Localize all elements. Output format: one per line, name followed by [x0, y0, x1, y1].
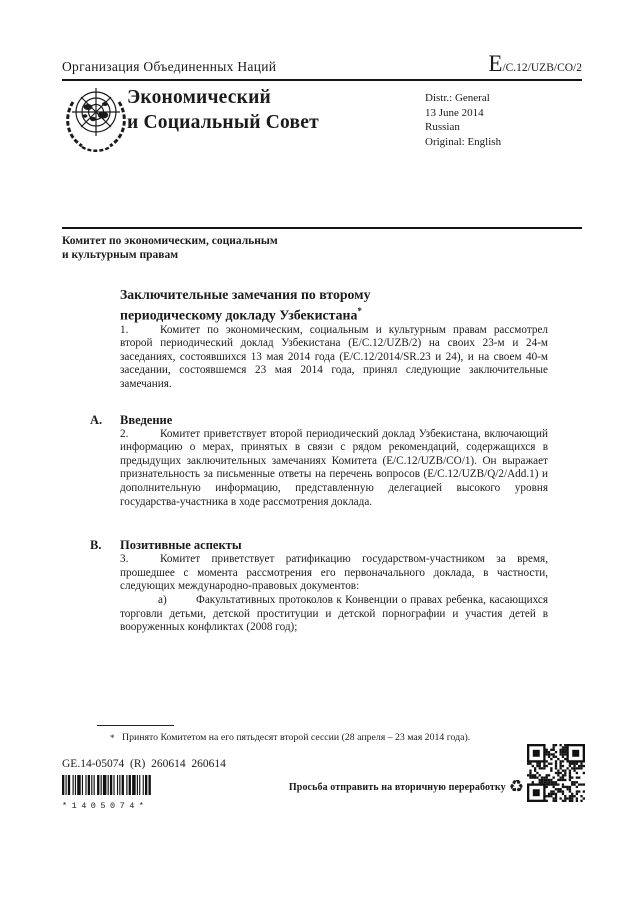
qr-code-icon	[527, 744, 585, 802]
document-symbol	[488, 51, 582, 76]
section-letter: B.	[90, 538, 102, 553]
document-title	[120, 286, 455, 324]
paragraph-2	[120, 428, 548, 510]
paragraph-3	[120, 553, 548, 594]
language-line: Russian	[425, 121, 460, 133]
list-item-a	[120, 594, 548, 635]
barcode-icon	[62, 775, 152, 795]
barcode	[62, 775, 152, 811]
recycle-text: Просьба отправить на вторичную переработку	[288, 782, 506, 793]
distr-line: Distr.: General	[425, 92, 490, 104]
recycle-note	[280, 779, 524, 796]
original-language-line: Original: English	[425, 135, 502, 148]
distribution-block	[425, 91, 501, 149]
section-title: Введение	[120, 412, 173, 427]
paragraph-text: Комитет по экономическим, социальным и культурным правам рассмотрел второй периодический доклад Узбекистана (E/C.12/UZB/2) на своих 23-м и 24-м заседаниях, состоявшихся 13 мая 2014 года (E/C.12/2014/SR.23 и 24), и на своем 40-м заседании, состоявшемся 23 мая 2014 года, принял следующие заключительные замечания.	[120, 323, 548, 390]
document-symbol-suffix: /C.12/UZB/CO/2	[502, 62, 582, 74]
council-title-line2: и Социальный Совет	[127, 112, 319, 133]
committee-heading	[62, 235, 278, 262]
footnote	[110, 732, 550, 744]
paragraph-number: 1.	[120, 323, 129, 336]
committee-line2: и культурным правам	[62, 248, 179, 261]
section-b-heading	[90, 538, 548, 553]
recycle-icon: ♻	[508, 777, 524, 797]
item-text: Факультативных протоколов к Конвенции о правах ребенка, касающихся торговли детьми, детской проституции и детской порнографии и участия детей в вооруженных конфликтах (2008 год);	[120, 593, 548, 634]
horizontal-rule	[62, 227, 582, 229]
footnote-text: Принято Комитетом на его пятьдесят второй сессии (28 апреля – 23 мая 2014 года).	[122, 732, 471, 743]
document-reference: GE.14-05074 (R) 260614 260614	[62, 758, 226, 770]
council-title	[127, 85, 319, 135]
paragraph-text: Комитет приветствует ратификацию государством-участником за время, прошедшее с момента рассмотрения его первоначального доклада, в частности, следующих международно-правовых документов:	[120, 553, 548, 593]
paragraph-number: 2.	[120, 427, 129, 440]
document-symbol-letter: E	[488, 51, 503, 76]
paragraph-text: Комитет приветствует второй периодический доклад Узбекистана, включающий информацию о мерах, принятых в связи с рядом рекомендаций, содержащихся в предыдущих заключительных замечаниях Комитета (E/C.12/UZB/CO/1). Он выражает признательность за письменные ответы на перечень вопросов (E/C.12/UZB/Q/2/Add.1) и дополнительную информацию, представленную делегацией высокого уровня государства-участника в ходе рассмотрения доклада.	[120, 427, 548, 508]
barcode-digits: *1405074*	[62, 801, 149, 811]
committee-line1: Комитет по экономическим, социальным	[62, 235, 278, 247]
title-footnote-marker: *	[357, 306, 362, 316]
section-title: Позитивные аспекты	[120, 538, 242, 553]
council-title-line1: Экономический	[127, 87, 271, 108]
document-title-text: Заключительные замечания по второму периодическому докладу Узбекистана	[120, 287, 371, 323]
page-header	[62, 51, 582, 81]
un-org-name: Организация Объединенных Наций	[62, 59, 277, 74]
section-a-heading	[90, 413, 548, 428]
section-letter: A.	[90, 412, 103, 427]
date-line: 13 June 2014	[425, 106, 484, 119]
footnote-marker: *	[110, 733, 115, 743]
footnote-separator	[97, 725, 174, 726]
item-letter: a)	[158, 593, 167, 606]
un-emblem-icon	[60, 84, 132, 158]
main-content	[90, 286, 548, 635]
paragraph-1	[120, 324, 548, 392]
paragraph-number: 3.	[120, 553, 129, 566]
